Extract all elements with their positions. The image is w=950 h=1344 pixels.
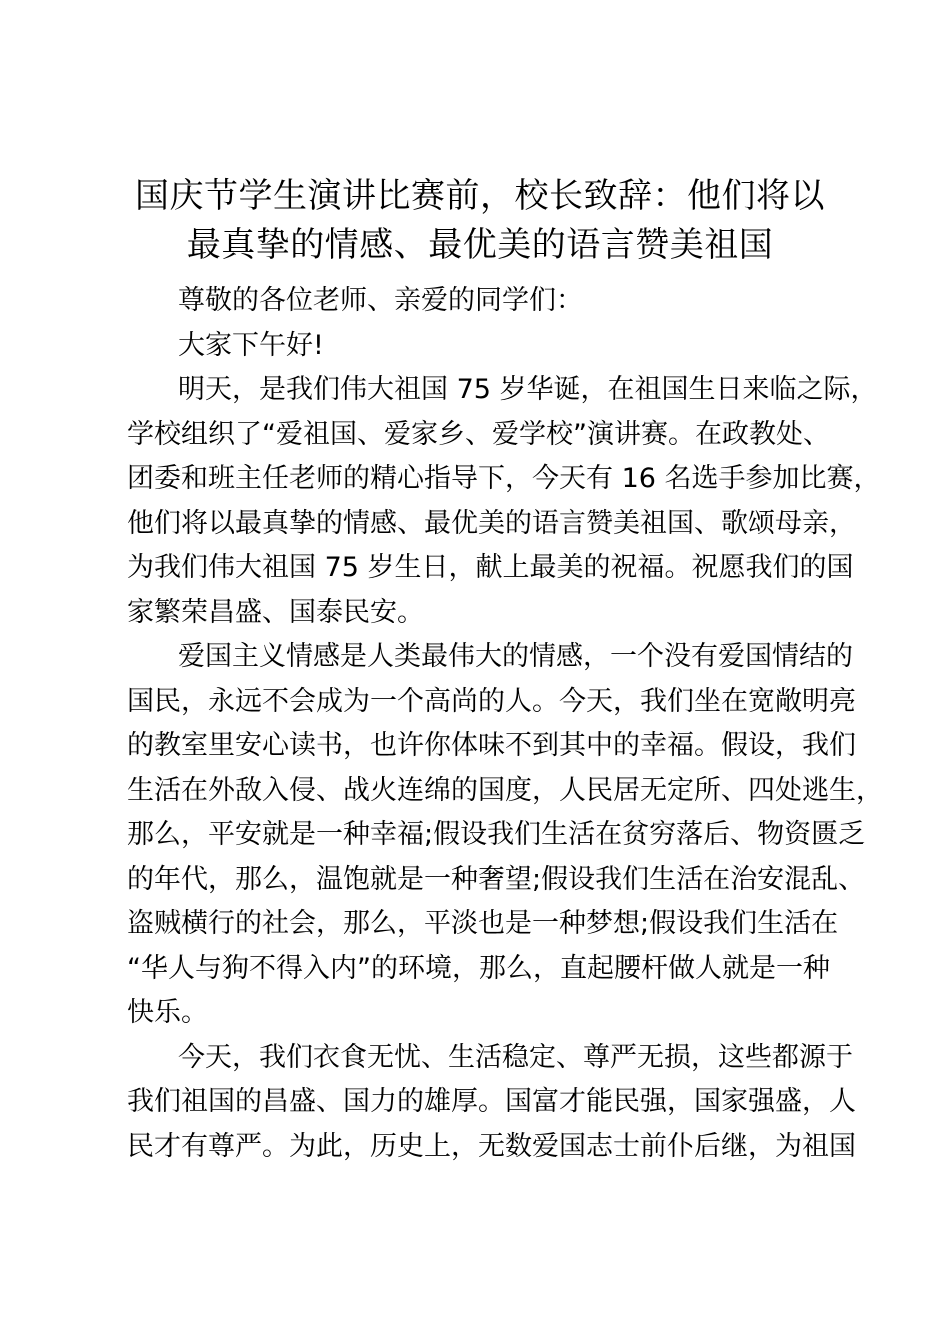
text-line: 为我们伟大祖国 75 岁生日，献上最美的祝福。祝愿我们的国 (127, 552, 854, 583)
text-line: 明天，是我们伟大祖国 75 岁华诞，在祖国生日来临之际， (178, 374, 878, 405)
paragraph-greeting (127, 324, 857, 369)
paragraph-salutation (127, 279, 857, 324)
text-line: 尊敬的各位老师、亲爱的同学们： (178, 285, 583, 316)
title-line-2: 最真挚的情感、最优美的语言赞美祖国 (186, 225, 774, 265)
text-line: 家繁荣昌盛、国泰民安。 (127, 596, 424, 628)
text-line: “华人与狗不得入内”的环境，那么，直起腰杆做人就是一种 (127, 952, 830, 984)
text-line: 团委和班主任老师的精心指导下，今天有 16 名选手参加比赛， (127, 463, 881, 494)
paragraph (127, 1036, 857, 1170)
text-line: 快乐。 (127, 997, 208, 1028)
paragraph (127, 368, 881, 635)
text-line: 盗贼横行的社会，那么，平淡也是一种梦想;假设我们生活在 (127, 908, 839, 939)
text-line: 生活在外敌入侵、战火连绵的国度，人民居无定所、四处逃生， (127, 774, 883, 806)
text-line: 大家下午好! (178, 329, 324, 361)
document-body (127, 279, 883, 1169)
text-line: 学校组织了“爱祖国、爱家乡、爱学校”演讲赛。在政教处、 (127, 418, 830, 450)
paragraph (127, 635, 883, 1036)
document-title (100, 172, 860, 270)
text-line: 那么，平安就是一种幸福;假设我们生活在贫穷落后、物资匮乏 (127, 819, 866, 850)
text-line: 民才有尊严。为此，历史上，无数爱国志士前仆后继，为祖国 (127, 1130, 856, 1162)
text-line: 今天，我们衣食无忧、生活稳定、尊严无损，这些都源于 (178, 1041, 853, 1073)
text-line: 国民，永远不会成为一个高尚的人。今天，我们坐在宽敞明亮 (127, 685, 856, 717)
title-line-1: 国庆节学生演讲比赛前，校长致辞：他们将以 (135, 176, 825, 216)
text-line: 爱国主义情感是人类最伟大的情感，一个没有爱国情结的 (178, 641, 853, 672)
text-line: 的年代，那么，温饱就是一种奢望;假设我们生活在治安混乱、 (127, 863, 866, 895)
text-line: 的教室里安心读书，也许你体味不到其中的幸福。假设，我们 (127, 730, 856, 761)
text-line: 我们祖国的昌盛、国力的雄厚。国富才能民强，国家强盛，人 (127, 1086, 856, 1117)
text-line: 他们将以最真挚的情感、最优美的语言赞美祖国、歌颂母亲， (127, 507, 856, 539)
